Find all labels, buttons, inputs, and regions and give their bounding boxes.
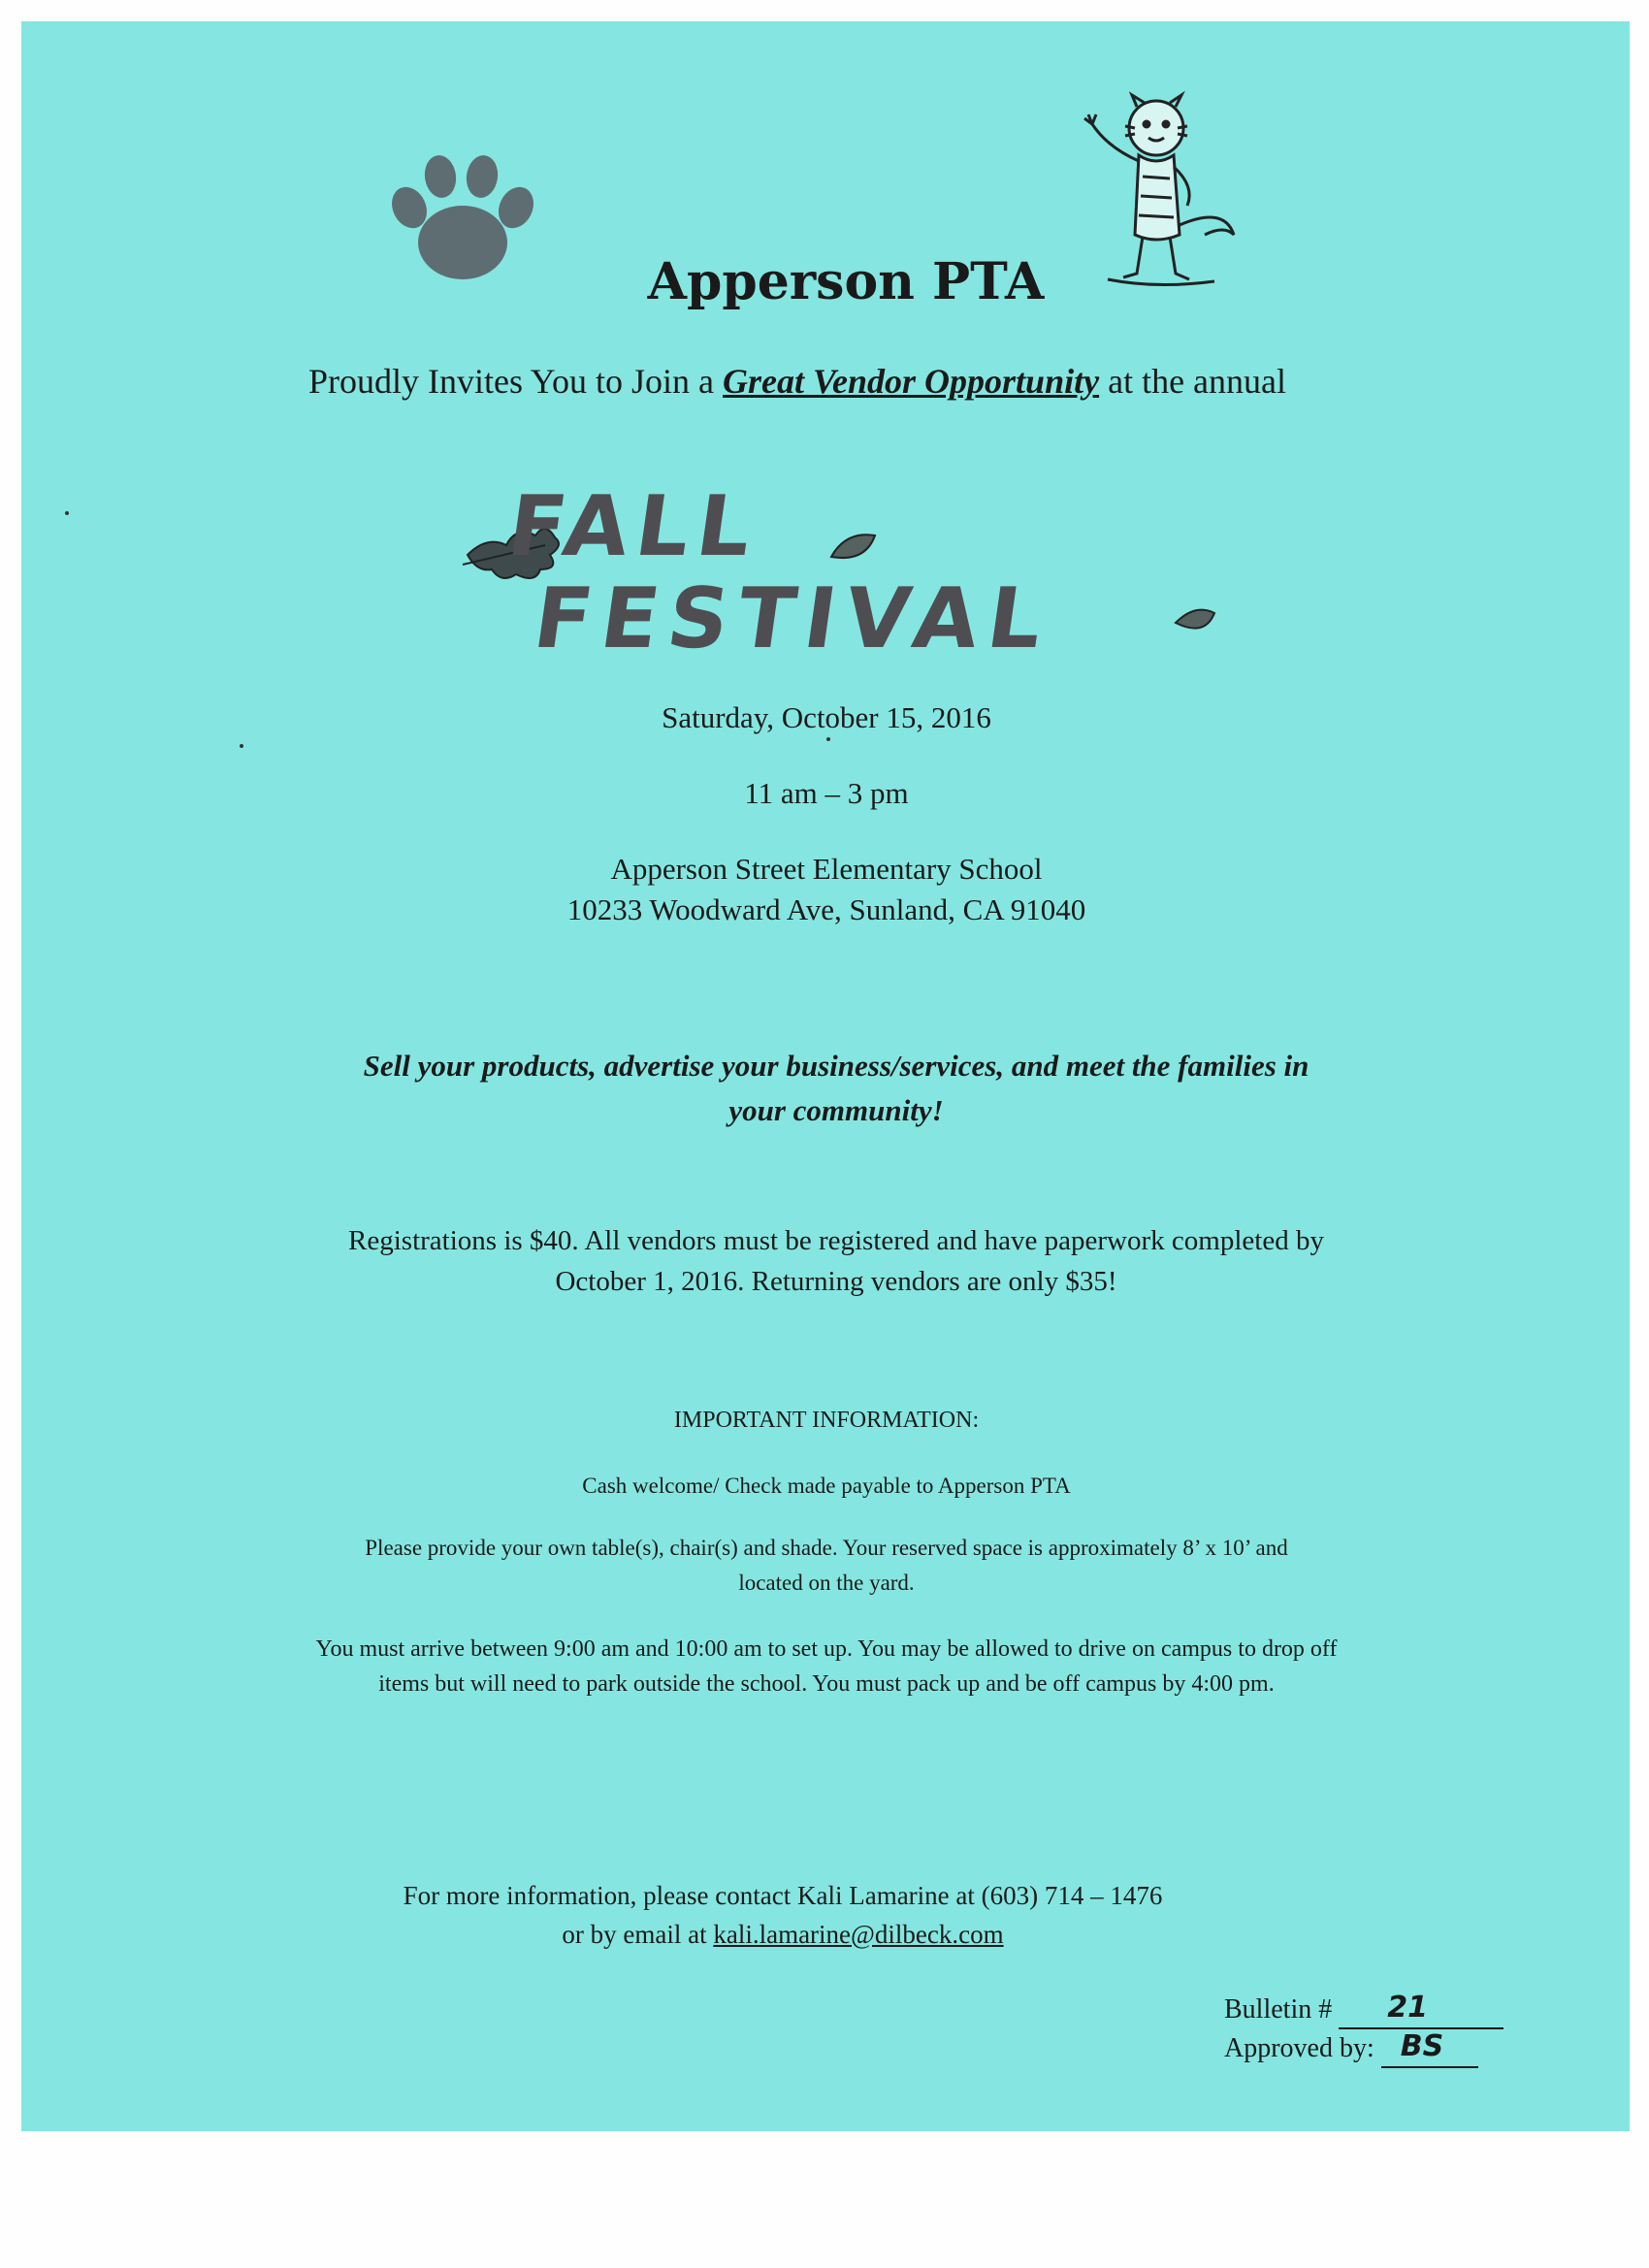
arrival-info (80, 1632, 1573, 1701)
pitch-line-1: Sell your products, advertise your business/services, and meet the families in (363, 1049, 1310, 1083)
logo-festival-text: FESTIVAL (528, 570, 1058, 667)
arrival-line-1: You must arrive between 9:00 am and 10:00 am to set up. You may be allowed to drive on campus to drop off (315, 1636, 1338, 1662)
bulletin-number: 21 (1387, 1991, 1428, 2025)
event-address: 10233 Woodward Ave, Sunland, CA 91040 (566, 892, 1086, 926)
speck (826, 737, 830, 741)
speck (240, 744, 243, 748)
invite-highlight: Great Vendor Opportunity (723, 362, 1100, 401)
important-heading: IMPORTANT INFORMATION: (673, 1408, 980, 1433)
approved-row (1224, 2029, 1504, 2068)
bulletin-label: Bulletin # (1224, 1994, 1333, 2025)
logo-fall-text: FALL (501, 478, 765, 575)
registration-line-1: Registrations is $40. All vendors must be registered and have paperwork completed by (348, 1225, 1324, 1256)
contact-info (244, 1876, 1321, 1954)
bulletin-row (1224, 1991, 1504, 2029)
speck (65, 511, 69, 515)
approval-block (1224, 1991, 1504, 2068)
registration-info (196, 1220, 1476, 1302)
fall-festival-logo (458, 477, 1224, 671)
event-time: 11 am – 3 pm (744, 776, 909, 810)
invite-suffix: at the annual (1108, 362, 1287, 401)
pitch-line-2: your community! (728, 1093, 944, 1127)
flyer-sheet (21, 21, 1630, 2131)
arrival-line-2: items but will need to park outside the school. You must pack up and be off campus by 4:00 pm. (378, 1671, 1275, 1697)
approved-label: Approved by: (1224, 2033, 1374, 2063)
vendor-pitch (196, 1044, 1476, 1133)
contact-email-link[interactable]: kali.lamarine@dilbeck.com (713, 1920, 1004, 1949)
approved-initials: BS (1400, 2029, 1444, 2063)
payment-info: Cash welcome/ Check made payable to Apperson PTA (582, 1474, 1071, 1498)
invite-prefix: Proudly Invites You to Join a (307, 362, 715, 401)
event-venue: Apperson Street Elementary School (610, 852, 1043, 886)
space-info (118, 1531, 1535, 1601)
space-line-2: located on the yard. (738, 1571, 915, 1595)
contact-line-1: For more information, please contact Kali Lamarine at (603) 714 – 1476 (403, 1881, 1163, 1910)
contact-email-prefix: or by email at (562, 1920, 707, 1949)
event-date: Saturday, October 15, 2016 (662, 700, 991, 734)
registration-line-2: October 1, 2016. Returning vendors are only $35! (555, 1266, 1117, 1297)
page-title: Apperson PTA (647, 252, 1045, 311)
space-line-1: Please provide your own table(s), chair(s) and shade. Your reserved space is approximately 8’ x 10’ and (365, 1536, 1288, 1560)
invite-line (138, 361, 1457, 402)
contact-line-2 (244, 1915, 1321, 1954)
